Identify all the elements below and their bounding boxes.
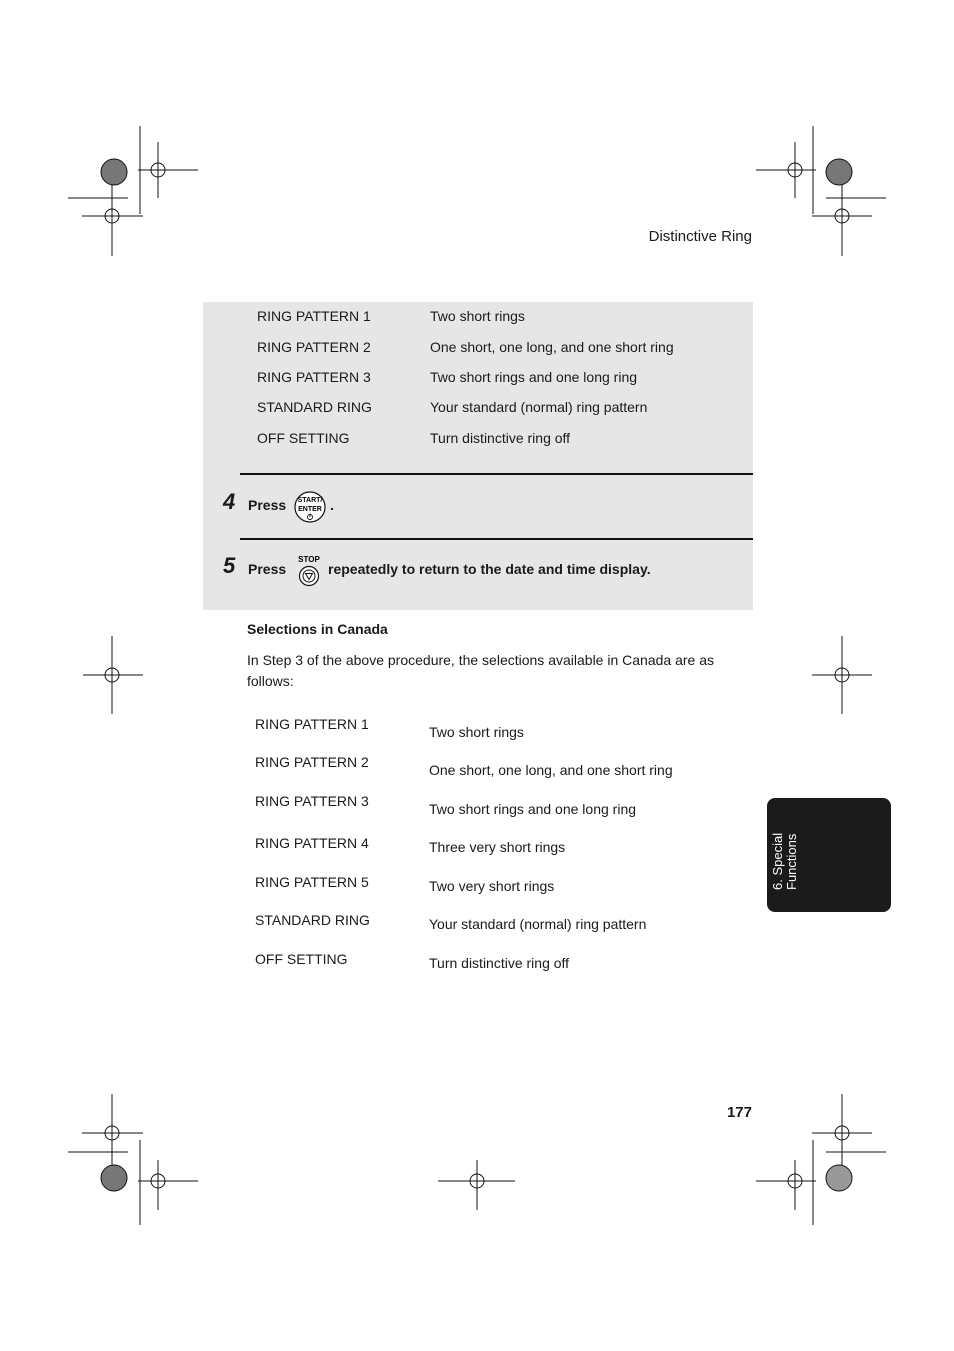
ring-option-name: RING PATTERN 3 (255, 793, 369, 809)
enter-key-label: ENTER (298, 506, 322, 513)
ring-option-name: STANDARD RING (257, 399, 372, 415)
ring-option-description: Your standard (normal) ring pattern (430, 399, 648, 415)
ring-option-name: RING PATTERN 1 (255, 716, 369, 732)
ring-option-name: RING PATTERN 2 (257, 339, 371, 355)
chapter-tab-label-line1: 6. Special (770, 832, 785, 890)
ring-option-name: RING PATTERN 1 (257, 308, 371, 324)
ring-option-description: Three very short rings (429, 839, 566, 855)
ring-option-description: Turn distinctive ring off (429, 955, 570, 971)
chapter-tab-label (771, 820, 813, 890)
step-divider (240, 538, 753, 540)
step-number: 4 (223, 489, 236, 514)
step-number: 5 (223, 553, 236, 578)
ring-option-name: RING PATTERN 5 (255, 874, 369, 890)
ring-option-name: STANDARD RING (255, 912, 370, 928)
page-number: 177 (726, 1104, 752, 1121)
ring-option-description: Two short rings (430, 308, 525, 324)
step-press-label: Press (248, 561, 287, 577)
intro-paragraph: In Step 3 of the above procedure, the selections available in Canada are as follows: (247, 652, 714, 689)
stop-key-icon (295, 554, 325, 588)
ring-option-description: Two very short rings (429, 878, 555, 894)
ring-option-description: Your standard (normal) ring pattern (429, 916, 647, 932)
stop-key-label: STOP (298, 555, 320, 564)
ring-option-description: Two short rings and one long ring (430, 369, 638, 385)
ring-option-description: Two short rings (429, 724, 524, 740)
ring-option-description: One short, one long, and one short ring (429, 762, 673, 778)
chapter-tab-label-line2: Functions (784, 833, 799, 890)
step-text-after: repeatedly to return to the date and time display. (328, 561, 651, 577)
step-press-label: Press (248, 497, 287, 513)
start-enter-key-icon (293, 490, 331, 524)
ring-option-description: Turn distinctive ring off (430, 430, 571, 446)
step-text-after: . (330, 497, 334, 513)
ring-option-name: RING PATTERN 2 (255, 754, 369, 770)
ring-option-name: RING PATTERN 3 (257, 369, 371, 385)
ring-option-name: OFF SETTING (257, 430, 350, 446)
ring-option-description: One short, one long, and one short ring (430, 339, 674, 355)
chapter-side-tab (767, 798, 891, 912)
procedure-panel (203, 302, 753, 610)
ring-option-name: OFF SETTING (255, 951, 348, 967)
ring-option-name: RING PATTERN 4 (255, 835, 369, 851)
ring-option-description: Two short rings and one long ring (429, 801, 637, 817)
start-key-label: START/ (297, 497, 323, 504)
section-title: Selections in Canada (247, 621, 388, 637)
page-header-title: Distinctive Ring (648, 228, 752, 245)
step-divider (240, 473, 753, 475)
